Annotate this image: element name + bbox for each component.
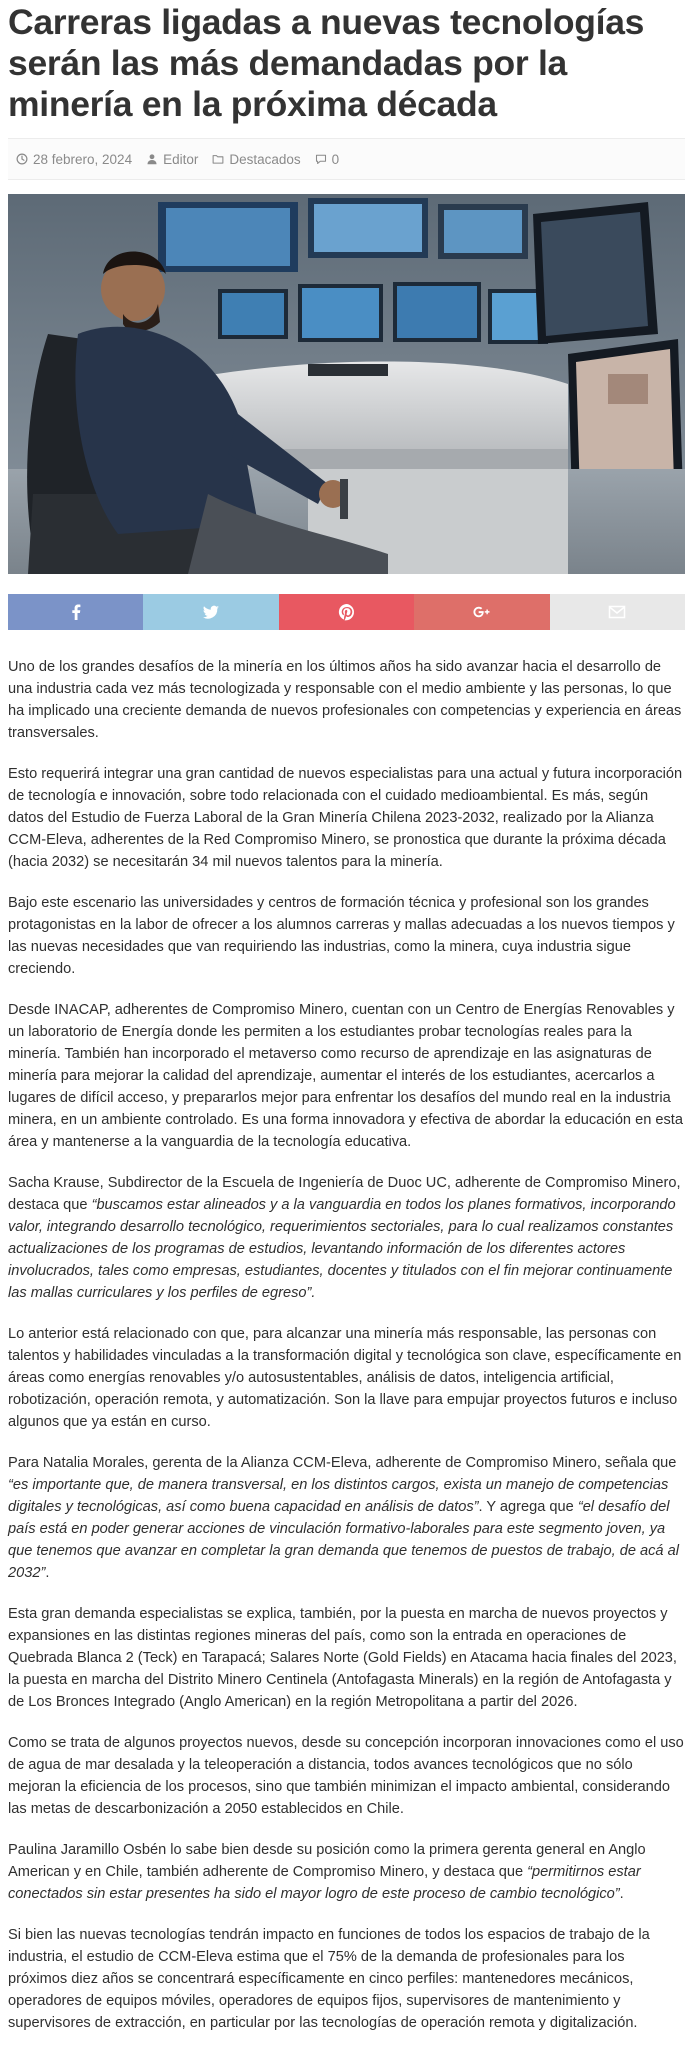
paragraph-text: .	[45, 1565, 50, 1581]
pinterest-icon	[337, 602, 357, 622]
twitter-icon	[201, 602, 221, 622]
article-paragraph: Como se trata de algunos proyectos nuevos, desde su concepción incorporan innovaciones como el uso de agua de mar desalada y la teleoperación a distancia, todos avances tecnológicos que no sólo mejoran la eficiencia de los procesos, sino que también minimizan el impacto ambiental, considerando las metas de descarbonización a 2050 establecidos en Chile.	[8, 1735, 684, 1817]
paragraph-text: .	[619, 1886, 624, 1902]
meta-date-text: 28 febrero, 2024	[33, 151, 133, 167]
quote-text: “el desafío del país está en poder generar acciones de vinculación formativo-laborales para este segmento joven, ya que tenemos que avanzar en completar la gran demanda que tenemos de puestos de trabajo, de acá al 2032”	[8, 1499, 679, 1581]
meta-category-text: Destacados	[229, 151, 301, 167]
meta-category[interactable]	[212, 152, 300, 167]
article-paragraph: Bajo este escenario las universidades y centros de formación técnica y profesional son los grandes protagonistas en la labor de ofrecer a los alumnos carreras y mallas adecuadas a los nuevos tiempos y las nuevas necesidades que van requiriendo las industrias, como la minera, cuya industria sigue creciendo.	[8, 895, 675, 977]
quote-text: “es importante que, de manera transversal, en los distintos cargos, exista un manejo de competencias digitales y tecnológicas, así como buena capacidad en análisis de datos”	[8, 1477, 669, 1515]
article-title: Carreras ligadas a nuevas tecnologías serán las más demandadas por la minería en la próxima década	[8, 2, 645, 124]
hero-image	[8, 194, 685, 574]
article-paragraph: Desde INACAP, adherentes de Compromiso Minero, cuentan con un Centro de Energías Renovables y un laboratorio de Energía donde les permiten a los estudiantes probar tecnologías reales para la minería. También han incorporado el metaverso como recurso de aprendizaje en las asignaturas de minería para mejorar la calidad del aprendizaje, aumentar el interés de los estudiantes, acercarlos a lugares de difícil acceso, y prepararlos mejor para enfrentar los desafíos del mundo real en la industria minera, en un ambiente controlado. Es una forma innovadora y efectiva de abordar la educación en esta área y mantenerse a la vanguardia de la tecnología educativa.	[8, 1002, 683, 1150]
article-paragraph: Esta gran demanda especialistas se explica, también, por la puesta en marcha de nuevos proyectos y expansiones en las distintas regiones mineras del país, como son la entrada en operaciones de Quebrada Blanca 2 (Teck) en Tarapacá; Salares Norte (Gold Fields) en Atacama hacia finales del 2023, la puesta en marcha del Distrito Minero Centinela (Antofagasta Minerals) en la región de Antofagasta y de Los Bronces Integrado (Anglo American) en la región Metropolitana a partir del 2026.	[8, 1606, 677, 1710]
paragraph-text: Sacha Krause, Subdirector de la Escuela de Ingeniería de Duoc UC, adherente de Compromiso Minero, destaca que	[8, 1175, 681, 1213]
meta-date	[16, 152, 132, 167]
meta-author-text: Editor	[163, 151, 199, 167]
article-paragraph: Uno de los grandes desafíos de la minería en los últimos años ha sido avanzar hacia el desarrollo de una industria cada vez más tecnologizada y responsable con el medio ambiente y las personas, lo que ha implicado una creciente demanda de nuevos profesionales con competencias y experiencia en áreas transversales.	[8, 659, 682, 741]
quote-text: “buscamos estar alineados y a la vanguardia en todos los planes formativos, incorporando valor, integrando desarrollo tecnológico, requerimientos sectoriales, para lo cual realizamos constantes actualizaciones de los programas de estudios, levantando información de los diferentes actores involucrados, tales como empresas, estudiantes, docentes y titulados con el fin mejorar continuamente las mallas curriculares y los perfiles de egreso”.	[8, 1197, 676, 1301]
share-twitter-button[interactable]	[143, 594, 278, 630]
google-plus-icon	[472, 602, 492, 622]
hero-image-illustration	[8, 194, 685, 574]
article-paragraph	[8, 1452, 685, 1584]
share-facebook-button[interactable]	[8, 594, 143, 630]
meta-comments[interactable]	[315, 152, 340, 167]
facebook-icon	[66, 602, 86, 622]
article-body	[8, 656, 685, 2034]
paragraph-text: Para Natalia Morales, gerenta de la Alianza CCM-Eleva, adherente de Compromiso Minero, señala que	[8, 1455, 677, 1471]
quote-text: “permitirnos estar conectados sin estar presentes ha sido el mayor logro de este proceso de cambio tecnológico”	[8, 1864, 641, 1902]
article-paragraph	[8, 1839, 685, 1905]
paragraph-text: Paulina Jaramillo Osbén lo sabe bien desde su posición como la primera gerenta general en Anglo American y en Chile, también adherente de Compromiso Minero, y destaca que	[8, 1842, 646, 1880]
clock-icon	[16, 153, 28, 165]
article-paragraph: Lo anterior está relacionado con que, para alcanzar una minería más responsable, las personas con talentos y habilidades vinculadas a la transformación digital y tecnológica son clave, específicamente en áreas como energías renovables y/o autosustentables, análisis de datos, inteligencia artificial, robotización, operación remota, y automatización. Son la llave para empujar proyectos futuros e incluso algunos que ya están en curso.	[8, 1326, 682, 1430]
article-meta-bar	[8, 138, 685, 180]
share-email-button[interactable]	[550, 594, 685, 630]
share-pinterest-button[interactable]	[279, 594, 414, 630]
paragraph-text: . Y agrega que	[478, 1499, 578, 1515]
comment-icon	[315, 153, 327, 165]
user-icon	[146, 153, 158, 165]
folder-icon	[212, 153, 224, 165]
share-bar	[8, 594, 685, 630]
article-paragraph: Si bien las nuevas tecnologías tendrán impacto en funciones de todos los espacios de trabajo de la industria, el estudio de CCM-Eleva estima que el 75% de la demanda de profesionales para los próximos diez años se concentrará específicamente en cinco perfiles: mantenedores mecánicos, operadores de equipos móviles, operadores de equipos fijos, supervisores de mantenimiento y supervisores de extracción, en particular por las tecnologías de operación remota y digitalización.	[8, 1927, 650, 2031]
article-paragraph: Esto requerirá integrar una gran cantidad de nuevos especialistas para una actual y futura incorporación de tecnología e innovación, sobre todo relacionada con el cuidado medioambiental. Es más, según datos del Estudio de Fuerza Laboral de la Gran Minería Chilena 2023-2032, realizado por la Alianza CCM-Eleva, adherentes de la Red Compromiso Minero, se pronostica que durante la próxima década (hacia 2032) se necesitarán 34 mil nuevos talentos para la minería.	[8, 766, 683, 870]
share-google-plus-button[interactable]	[414, 594, 549, 630]
meta-author[interactable]	[146, 152, 198, 167]
article-paragraph	[8, 1172, 685, 1304]
meta-comments-count: 0	[331, 151, 340, 167]
envelope-icon	[607, 602, 627, 622]
